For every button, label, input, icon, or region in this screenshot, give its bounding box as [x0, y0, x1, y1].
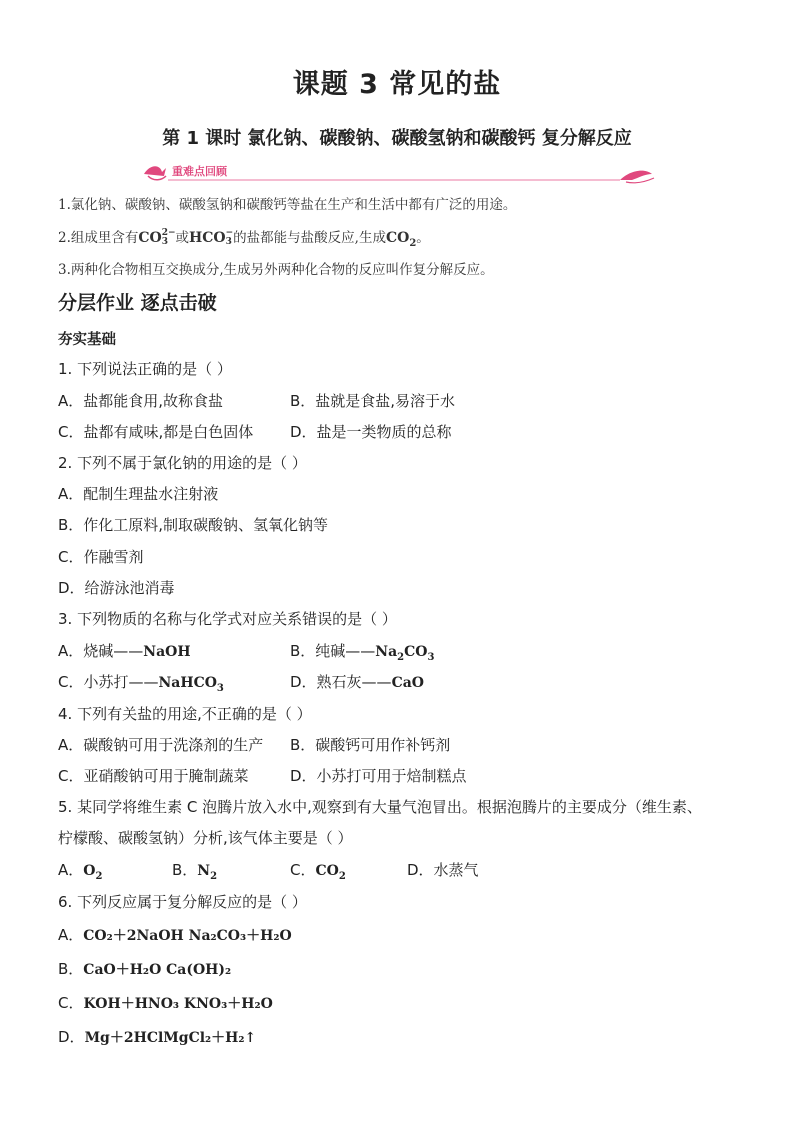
key-point-1: 1.氯化钠、碳酸钠、碳酸氢钠和碳酸钙等盐在生产和生活中都有广泛的用途。: [58, 197, 517, 213]
question-6-option-b: B．CaO＋H₂O Ca(OH)₂: [58, 960, 232, 978]
question-5-option-c: C．$CO_2$: [290, 861, 346, 882]
question-3-option-b: B．纯碱$——Na_2CO_3$: [290, 642, 435, 663]
key-point-2: 2.组成里含有CO 2− 3 或HCO − 3 的盐都能与盐酸反应,生成$CO_2$。: [58, 228, 430, 249]
question-3-stem: 3. 下列物质的名称与化学式对应关系错误的是（ ）: [58, 610, 397, 628]
question-2-option-c: C．作融雪剂: [58, 548, 144, 566]
question-6-option-d: D．Mg＋2HClMgCl₂＋H₂↑: [58, 1028, 257, 1046]
question-2-option-a: A．配制生理盐水注射液: [58, 485, 219, 503]
question-3-option-a: A．烧碱——NaOH: [58, 642, 191, 660]
question-6-option-a: A．CO₂＋2NaOH Na₂CO₃＋H₂O: [58, 926, 292, 944]
question-2-option-d: D．给游泳池消毒: [58, 579, 175, 597]
question-5-option-b: B．$N_2$: [172, 861, 218, 882]
question-4-stem: 4. 下列有关盐的用途,不正确的是（ ）: [58, 705, 312, 723]
subsection-title: 夯实基础: [58, 332, 116, 348]
question-5-stem-line1: 5. 某同学将维生素 C 泡腾片放入水中,观察到有大量气泡冒出。根据泡腾片的主要成分（维生素、: [58, 798, 702, 816]
question-1-option-c: C．盐都有咸味,都是白色固体: [58, 423, 254, 441]
question-5-option-d: D．水蒸气: [407, 861, 479, 879]
question-1-option-b: B．盐就是食盐,易溶于水: [290, 392, 456, 410]
page-subtitle: 第 1 课时 氯化钠、碳酸钠、碳酸氢钠和碳酸钙 复分解反应: [162, 128, 632, 149]
question-3-option-c: C．小苏打——NaHCO$_3$: [58, 673, 224, 694]
question-6-option-c: C．KOH＋HNO₃ KNO₃＋H₂O: [58, 994, 273, 1012]
banner-label: 重难点回顾: [172, 165, 227, 178]
question-4-option-c: C．亚硝酸钠可用于腌制蔬菜: [58, 767, 249, 785]
key-point-3: 3.两种化合物相互交换成分,生成另外两种化合物的反应叫作复分解反应。: [58, 262, 494, 278]
section-title: 分层作业 逐点击破: [58, 292, 217, 314]
question-2-option-b: B．作化工原料,制取碳酸钠、氢氧化钠等: [58, 516, 329, 534]
key-review-banner: [140, 160, 660, 186]
question-4-option-a: A．碳酸钠可用于洗涤剂的生产: [58, 736, 264, 754]
question-4-option-b: B．碳酸钙可用作补钙剂: [290, 736, 451, 754]
question-1-option-a: A．盐都能食用,故称食盐: [58, 392, 224, 410]
question-5-stem-line2: 柠檬酸、碳酸氢钠）分析,该气体主要是（ ）: [58, 829, 353, 847]
question-6-stem: 6. 下列反应属于复分解反应的是（ ）: [58, 893, 307, 911]
page-title: 课题 3 常见的盐: [292, 69, 502, 100]
question-3-option-d: D．熟石灰——CaO: [290, 673, 424, 691]
question-2-stem: 2. 下列不属于氯化钠的用途的是（ ）: [58, 454, 307, 472]
question-1-option-d: D．盐是一类物质的总称: [290, 423, 452, 441]
question-4-option-d: D．小苏打可用于焙制糕点: [290, 767, 467, 785]
question-1-stem: 1. 下列说法正确的是（ ）: [58, 360, 232, 378]
question-5-option-a: A．$O_2$: [58, 861, 103, 882]
